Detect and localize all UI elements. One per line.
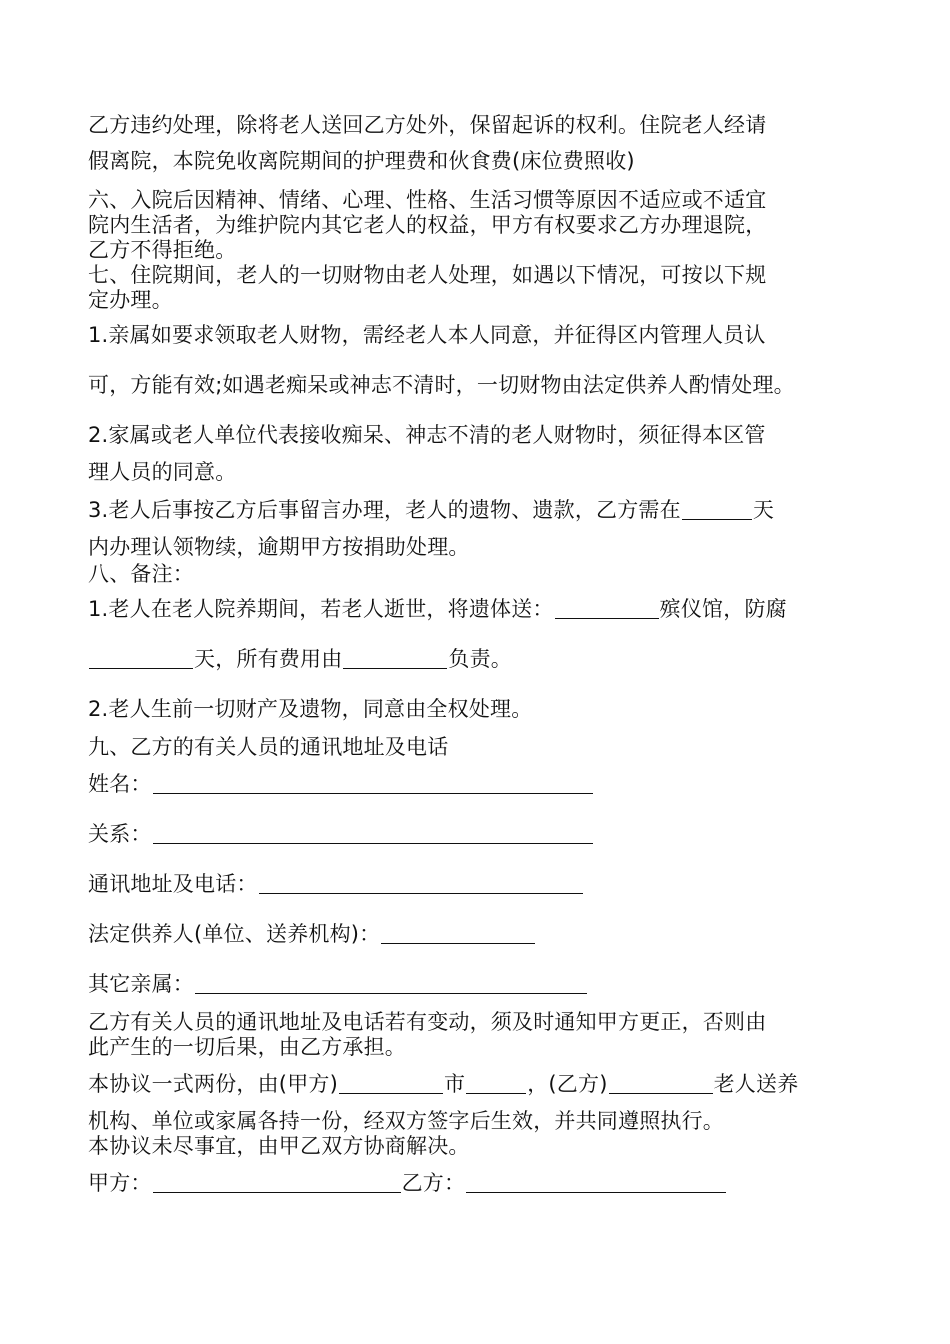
blank-days-field[interactable]: [682, 499, 752, 520]
field-label: 其它亲属：: [88, 972, 194, 996]
blank-party-a-field[interactable]: [339, 1073, 443, 1094]
text-segment: 殡仪馆，防腐: [659, 597, 787, 621]
other-relatives-field[interactable]: [195, 973, 587, 994]
text-segment: 负责。: [448, 647, 513, 671]
text-line: 定办理。: [88, 288, 173, 312]
text-line: 2.家属或老人单位代表接收痴呆、神志不清的老人财物时，须征得本区管: [88, 423, 766, 447]
name-field[interactable]: [153, 773, 593, 794]
party-a-label: 甲方：: [88, 1171, 152, 1195]
text-line: 2.老人生前一切财产及遗物，同意由全权处理。: [88, 697, 533, 721]
text-line: 假离院，本院免收离院期间的护理费和伙食费(床位费照收): [88, 149, 635, 173]
text-segment: ，(乙方): [527, 1072, 608, 1096]
text-line: 本协议未尽事宜，由甲乙双方协商解决。: [88, 1134, 470, 1158]
party-a-signature-field[interactable]: [153, 1172, 401, 1193]
text-segment: 老人送养: [713, 1072, 799, 1096]
text-segment: 本协议一式两份，由(甲方): [88, 1072, 338, 1096]
text-line: 可，方能有效;如遇老痴呆或神志不清时，一切财物由法定供养人酌情处理。: [88, 373, 795, 397]
address-phone-field-row: [88, 871, 584, 897]
text-line: [88, 1071, 798, 1097]
text-segment: 1.老人在老人院养期间，若老人逝世，将遗体送：: [88, 597, 554, 621]
text-line: 乙方有关人员的通讯地址及电话若有变动，须及时通知甲方更正，否则由: [88, 1010, 767, 1034]
blank-preservation-days-field[interactable]: [89, 648, 193, 669]
address-phone-field[interactable]: [259, 873, 583, 894]
party-b-label: 乙方：: [401, 1171, 466, 1195]
other-relatives-field-row: [88, 971, 588, 997]
blank-city-field[interactable]: [466, 1073, 526, 1094]
text-line: 乙方不得拒绝。: [88, 238, 237, 262]
party-b-signature-field[interactable]: [466, 1172, 726, 1193]
text-line: 院内生活者，为维护院内其它老人的权益，甲方有权要求乙方办理退院，: [88, 213, 767, 237]
text-segment: 天，所有费用由: [194, 647, 343, 671]
name-field-row: [88, 771, 594, 797]
text-segment: 天: [752, 498, 775, 522]
legal-supporter-field-row: [88, 921, 536, 947]
field-label: 姓名：: [88, 772, 152, 796]
text-line: [88, 646, 512, 672]
blank-funeral-home-field[interactable]: [555, 598, 659, 619]
text-line: [88, 596, 787, 622]
field-label: 法定供养人(单位、送养机构)：: [88, 922, 381, 946]
relation-field[interactable]: [153, 823, 593, 844]
text-line: 内办理认领物续，逾期甲方按捐助处理。: [88, 535, 470, 559]
relation-field-row: [88, 821, 594, 847]
text-line: 此产生的一切后果，由乙方承担。: [88, 1035, 406, 1059]
text-segment: 3.老人后事按乙方后事留言办理，老人的遗物、遗款，乙方需在: [88, 498, 681, 522]
text-line: 九、乙方的有关人员的通讯地址及电话: [88, 735, 449, 759]
text-line: 八、备注：: [88, 562, 194, 586]
text-segment: 市: [444, 1072, 466, 1096]
text-line: 六、入院后因精神、情绪、心理、性格、生活习惯等原因不适应或不适宜: [88, 188, 767, 212]
legal-supporter-field[interactable]: [381, 923, 535, 944]
text-line: 1.亲属如要求领取老人财物，需经老人本人同意，并征得区内管理人员认: [88, 323, 766, 347]
blank-party-b-field[interactable]: [609, 1073, 713, 1094]
field-label: 关系：: [88, 822, 152, 846]
text-line: 乙方违约处理，除将老人送回乙方处外，保留起诉的权利。住院老人经请: [88, 113, 767, 137]
field-label: 通讯地址及电话：: [88, 872, 258, 896]
text-line: [88, 497, 774, 523]
text-line: 理人员的同意。: [88, 460, 237, 484]
text-line: 七、住院期间，老人的一切财物由老人处理，如遇以下情况，可按以下规: [88, 263, 767, 287]
blank-payer-field[interactable]: [343, 648, 447, 669]
text-line: 机构、单位或家属各持一份，经双方签字后生效，并共同遵照执行。: [88, 1109, 724, 1133]
signature-row: [88, 1170, 727, 1196]
